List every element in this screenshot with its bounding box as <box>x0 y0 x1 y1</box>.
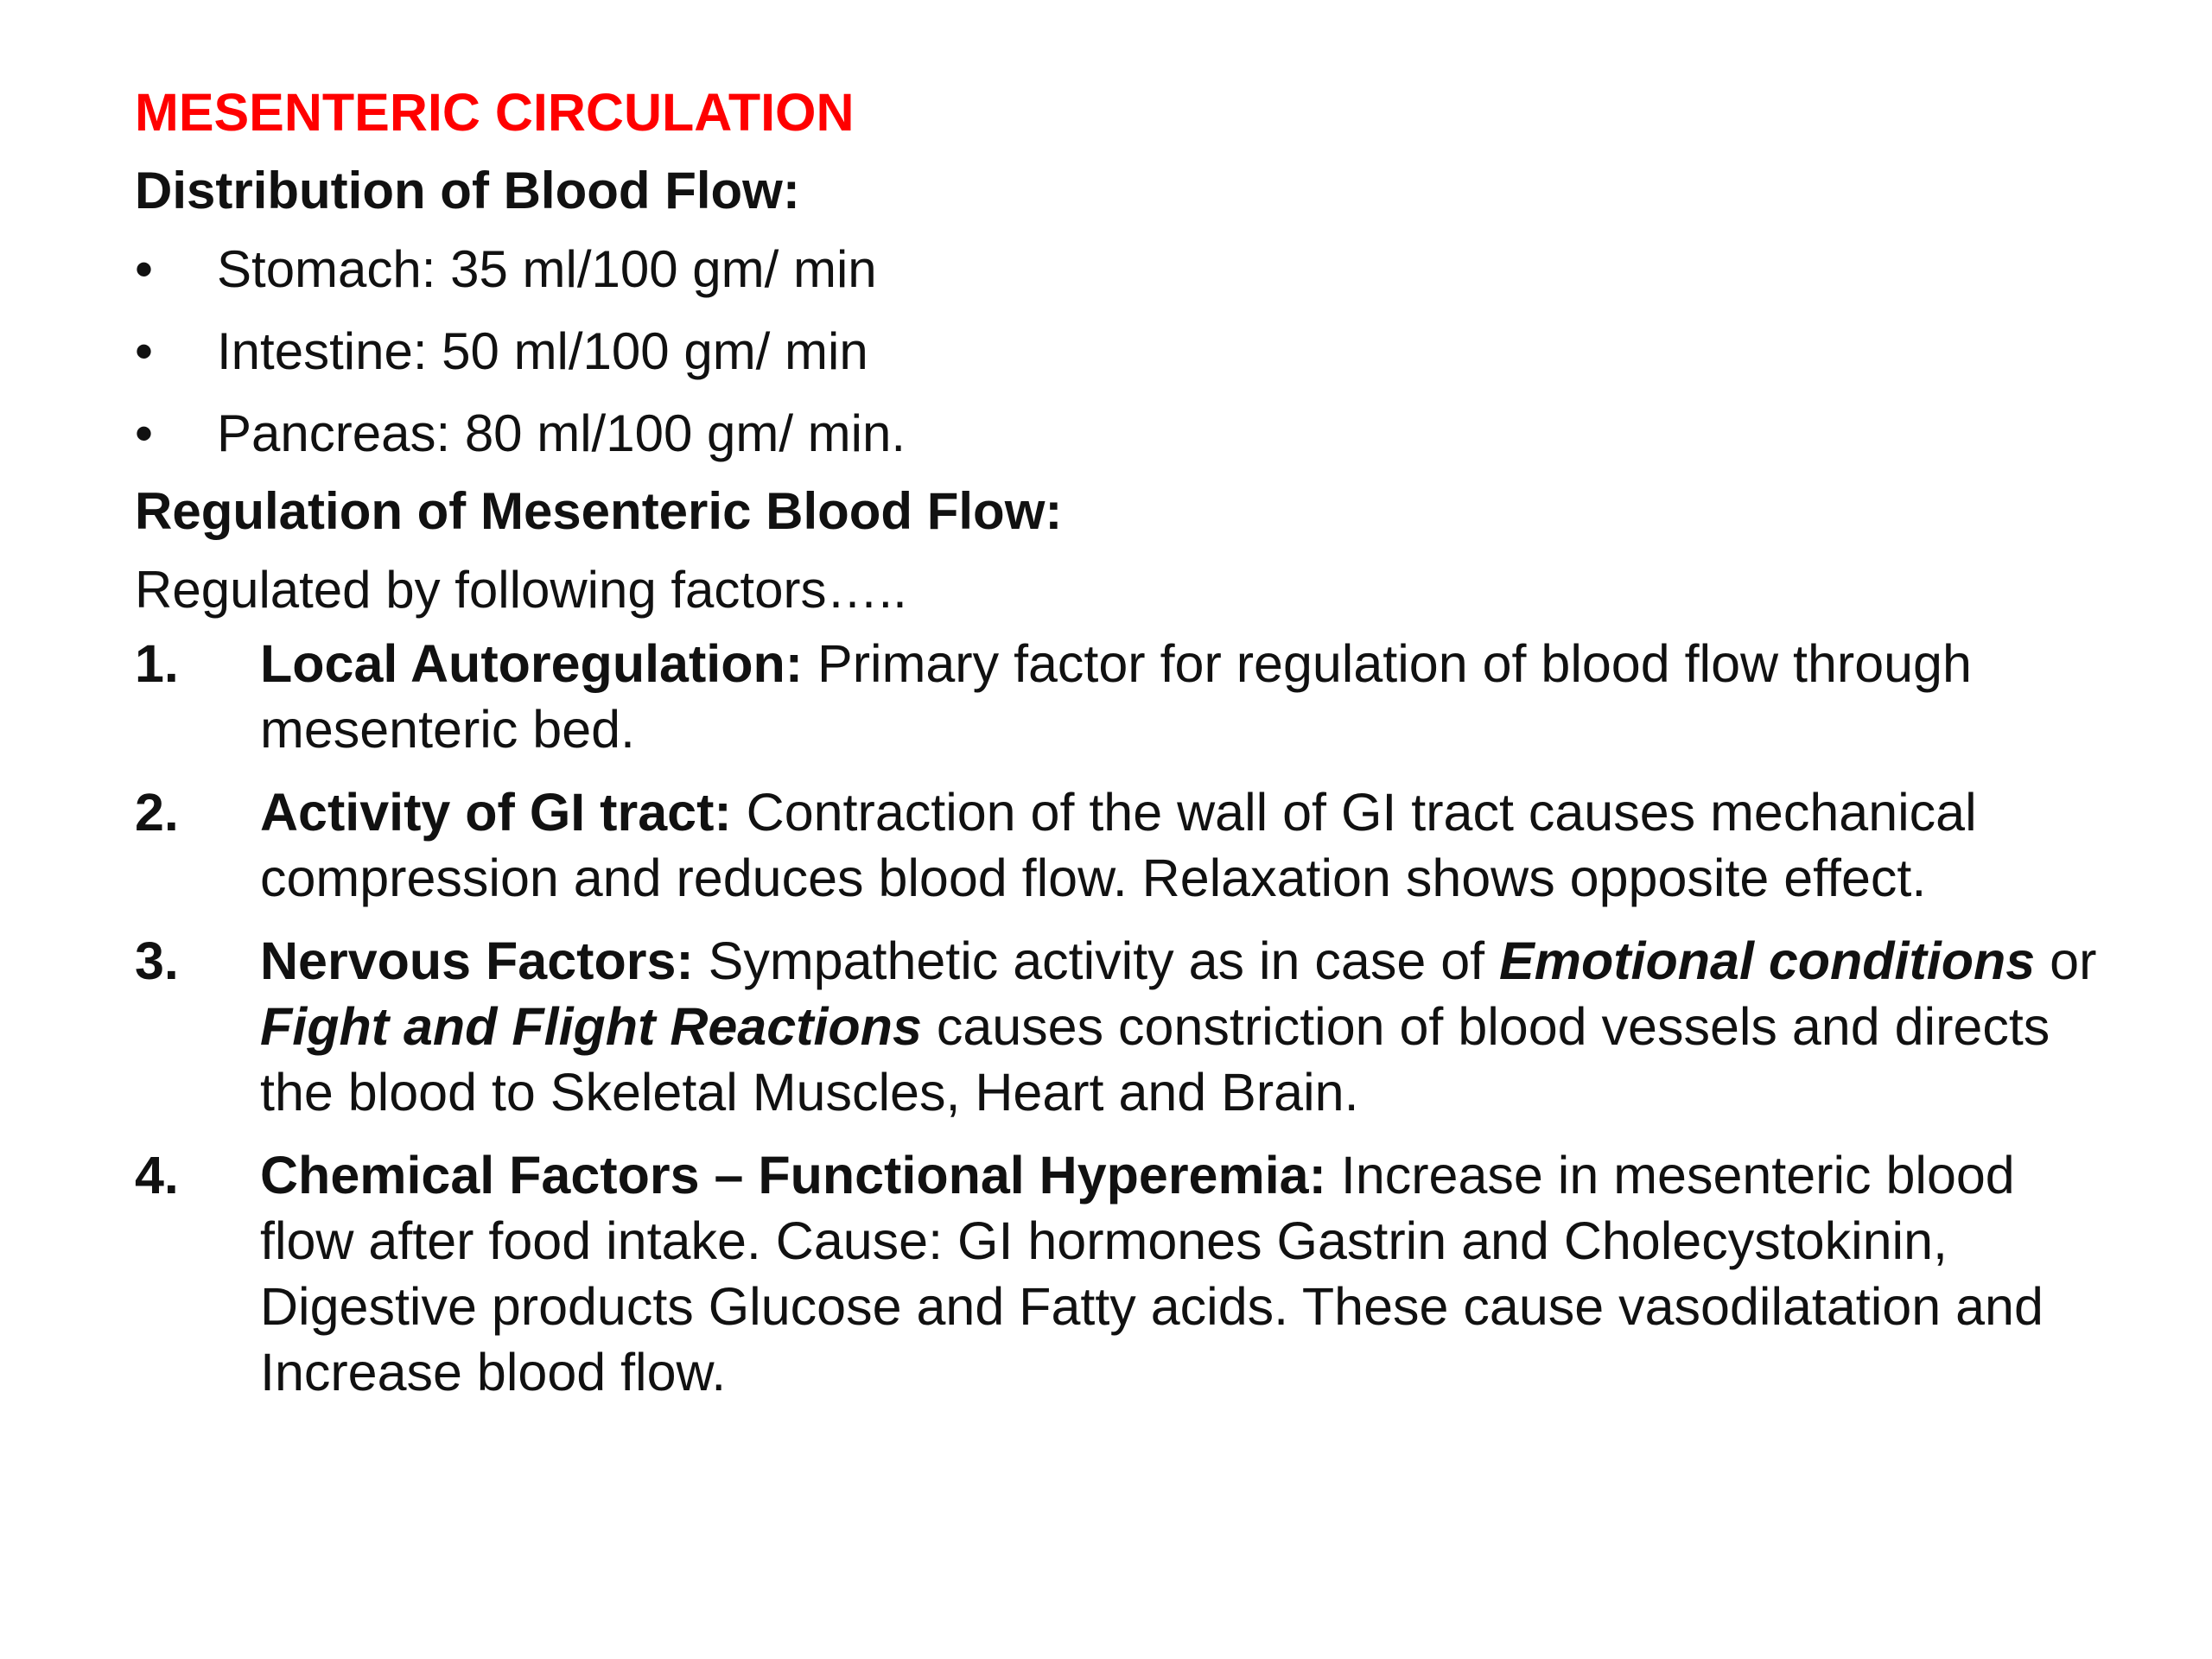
item-lead: Nervous Factors: <box>260 931 694 990</box>
bullet-icon: • <box>135 404 154 462</box>
regulation-heading: Regulation of Mesenteric Blood Flow: <box>135 482 1063 540</box>
slide <box>135 78 2113 1405</box>
item-emphasis: Fight and Flight Reactions <box>260 997 922 1056</box>
slide-title: MESENTERIC CIRCULATION <box>135 83 855 142</box>
bullet-icon: • <box>135 240 154 298</box>
item-number: 1. <box>135 634 179 693</box>
list-item <box>135 928 2113 1125</box>
item-lead: Activity of GI tract: <box>260 783 732 842</box>
list-item <box>135 228 2113 310</box>
item-text: Increase in mesenteric blood flow after food intake. Cause: GI hormones Gastrin and Cholecystokinin, Digestive products Glucose and Fatty acids. These cause vasodilatation and Increase blood flow. <box>260 1146 2044 1402</box>
item-text: Primary factor for regulation of blood flow through mesenteric bed. <box>260 634 1972 759</box>
item-text: causes constriction of blood vessels and directs the blood to Skeletal Muscles, Heart and Brain. <box>260 997 2050 1122</box>
distribution-heading: Distribution of Blood Flow: <box>135 162 800 219</box>
bullet-icon: • <box>135 322 154 380</box>
item-text: Sympathetic activity as in case of <box>693 931 1500 990</box>
list-item-text: Pancreas: 80 ml/100 gm/ min. <box>217 404 906 462</box>
item-text: Contraction of the wall of GI tract causes mechanical compression and reduces blood flow. Relaxation shows opposite effect. <box>260 783 1977 907</box>
list-item <box>135 392 2113 474</box>
item-emphasis: Emotional conditions <box>1499 931 2036 990</box>
list-item <box>135 1142 2113 1405</box>
item-number: 2. <box>135 783 179 842</box>
item-number: 3. <box>135 931 179 990</box>
distribution-list <box>135 228 2113 474</box>
item-lead: Local Autoregulation: <box>260 634 804 693</box>
list-item <box>135 310 2113 392</box>
regulation-intro: Regulated by following factors….. <box>135 561 907 619</box>
item-number: 4. <box>135 1146 179 1205</box>
list-item-text: Intestine: 50 ml/100 gm/ min <box>217 322 868 380</box>
list-item <box>135 631 2113 762</box>
item-lead: Chemical Factors – Functional Hyperemia: <box>260 1146 1326 1205</box>
list-item <box>135 779 2113 911</box>
item-text: or <box>2035 931 2097 990</box>
regulation-list <box>135 631 2113 1405</box>
list-item-text: Stomach: 35 ml/100 gm/ min <box>217 240 877 298</box>
